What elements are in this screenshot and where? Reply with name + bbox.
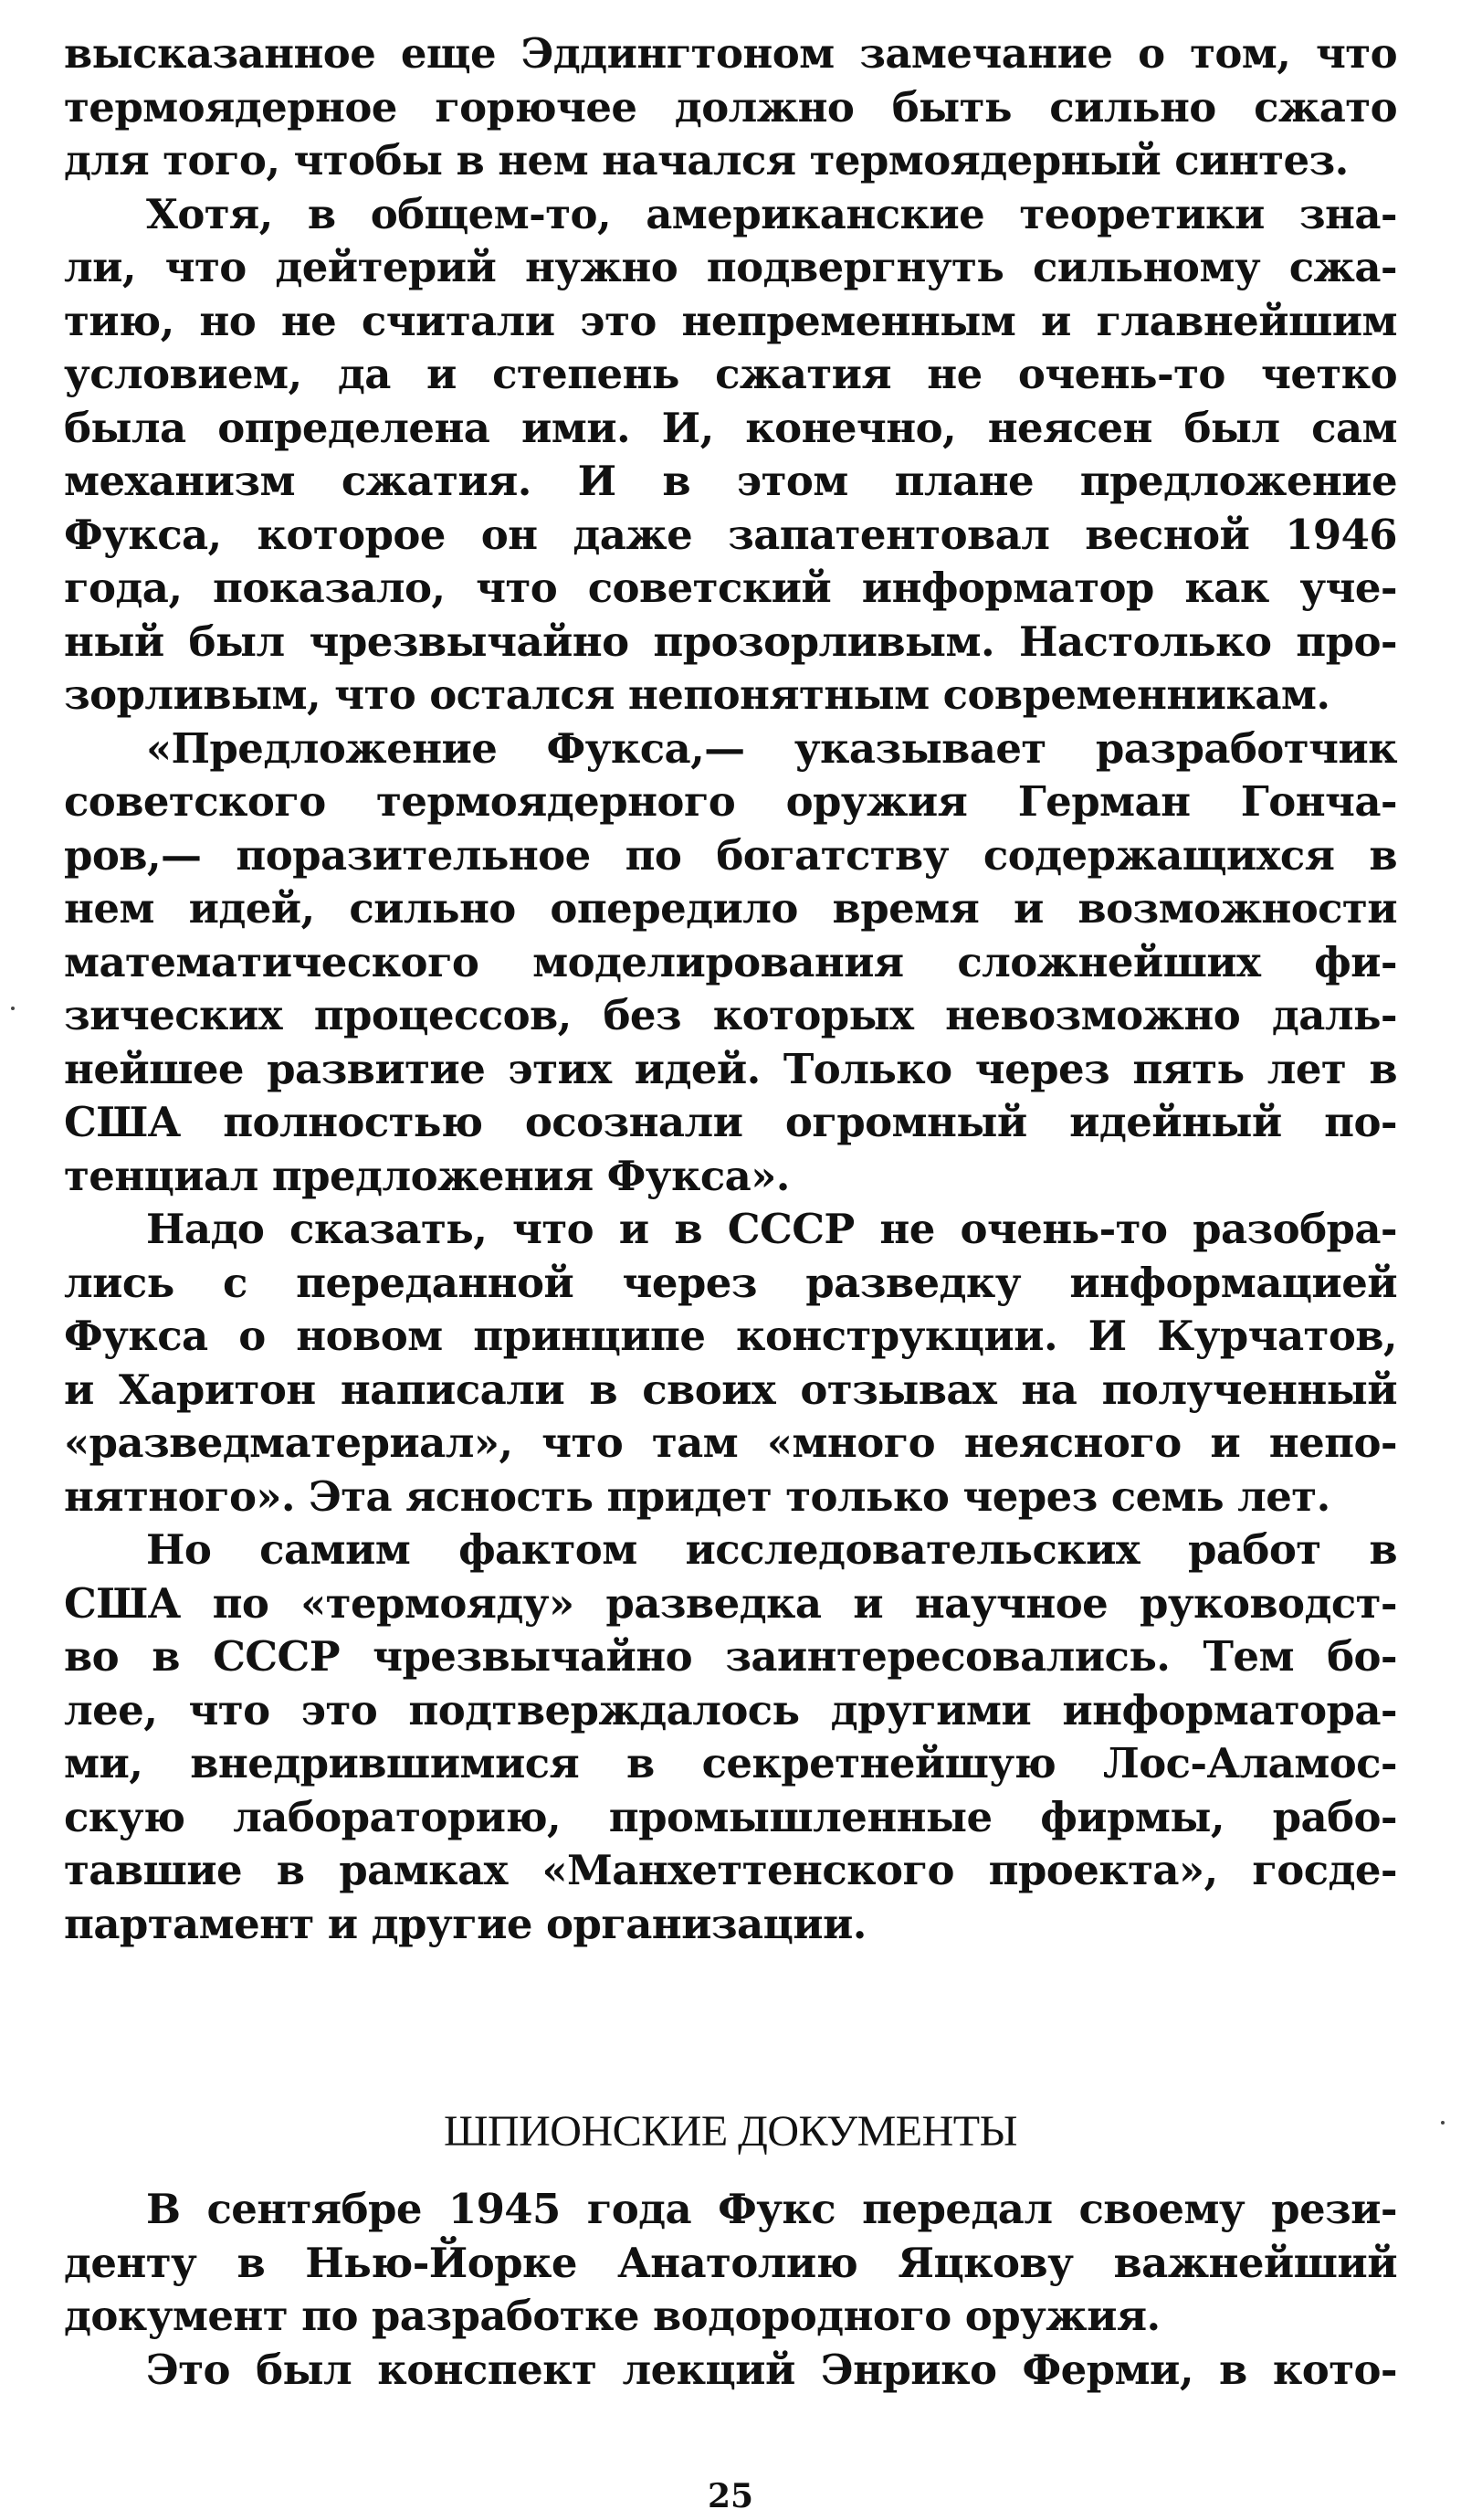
text-line: условием, да и степень сжатия не очень-то четко [64,350,1397,398]
scan-speck-decoration [1441,2121,1445,2125]
text-line: лись с переданной через разведку информацией [64,1258,1397,1307]
text-line: ров,— поразительное по богатству содержащихся в [64,830,1397,880]
text-line: зических процессов, без которых невозможно даль- [64,991,1397,1039]
text-line: и Харитон написали в своих отзывах на полученный [64,1365,1397,1414]
text-line: США по «термояду» разведка и научное руководст- [64,1578,1397,1628]
text-line: ный был чрезвычайно прозорливым. Настолько про- [64,617,1397,666]
text-line: нем идей, сильно опередило время и возможности [64,884,1397,933]
section-heading: ШПИОНСКИЕ ДОКУМЕНТЫ [444,2107,1017,2156]
text-line: математического моделирования сложнейших фи- [64,937,1397,986]
page-number: 25 [707,2477,754,2515]
text-line: ми, внедрившимися в секретнейшую Лос-Аламос- [64,1739,1397,1787]
text-line: тавшие в рамках «Манхеттенского проекта», госде- [64,1846,1397,1894]
text-line: зорливым, что остался непонятным современникам. [64,670,1330,719]
text-line: ли, что дейтерий нужно подвергнуть сильному сжа- [64,243,1397,291]
text-line: США полностью осознали огромный идейный по- [64,1098,1397,1146]
text-line: советского термоядерного оружия Герман Гонча- [64,777,1397,826]
text-line: В сентябре 1945 года Фукс передал своему рези- [146,2185,1397,2233]
text-line: была определена ими. И, конечно, неясен был сам [64,403,1397,452]
text-line: Но самим фактом исследовательских работ в [146,1525,1397,1574]
text-line: термоядерное горючее должно быть сильно сжато [64,82,1397,132]
text-line: тенциал предложения Фукса». [64,1151,790,1200]
text-line: нейшее развитие этих идей. Только через пять лет в [64,1044,1397,1093]
document-body [64,27,1397,2156]
text-line: во в СССР чрезвычайно заинтересовались. Тем бо- [64,1632,1397,1681]
text-line: лее, что это подтверждалось другими информатора- [64,1685,1397,1734]
text-line: партамент и другие организации. [64,1899,867,1948]
text-line: документ по разработке водородного оружия. [64,2292,1161,2340]
text-line: денту в Нью-Йорке Анатолию Яцкову важнейший [64,2238,1397,2287]
text-line: Фукса, которое он даже запатентовал весной 1946 [64,510,1397,559]
text-line: для того, чтобы в нем начался термоядерный синтез. [64,136,1349,185]
text-line: скую лабораторию, промышленные фирмы, рабо- [64,1792,1397,1841]
text-line: нятного». Эта ясность придет только через семь лет. [64,1471,1330,1521]
text-line: года, показало, что советский информатор как уче- [64,564,1397,612]
text-line: высказанное еще Эддингтоном замечание о том, что [64,29,1397,78]
text-line: механизм сжатия. И в этом плане предложение [64,457,1397,505]
text-line: «разведматериал», что там «много неясного и непо- [64,1418,1397,1467]
text-line: «Предложение Фукса,— указывает разработчик [146,723,1397,773]
section-body [64,2183,1397,2397]
text-line: Надо сказать, что и в СССР не очень-то разобра- [146,1205,1397,1253]
scan-speck-decoration [11,1007,15,1010]
text-line: тию, но не считали это непременным и главнейшим [64,296,1397,345]
text-line: Это был конспект лекций Энрико Ферми, в кото- [146,2345,1397,2394]
text-line: Фукса о новом принципе конструкции. И Курчатов, [64,1312,1397,1360]
text-line: Хотя, в общем-то, американские теоретики зна- [146,189,1397,238]
